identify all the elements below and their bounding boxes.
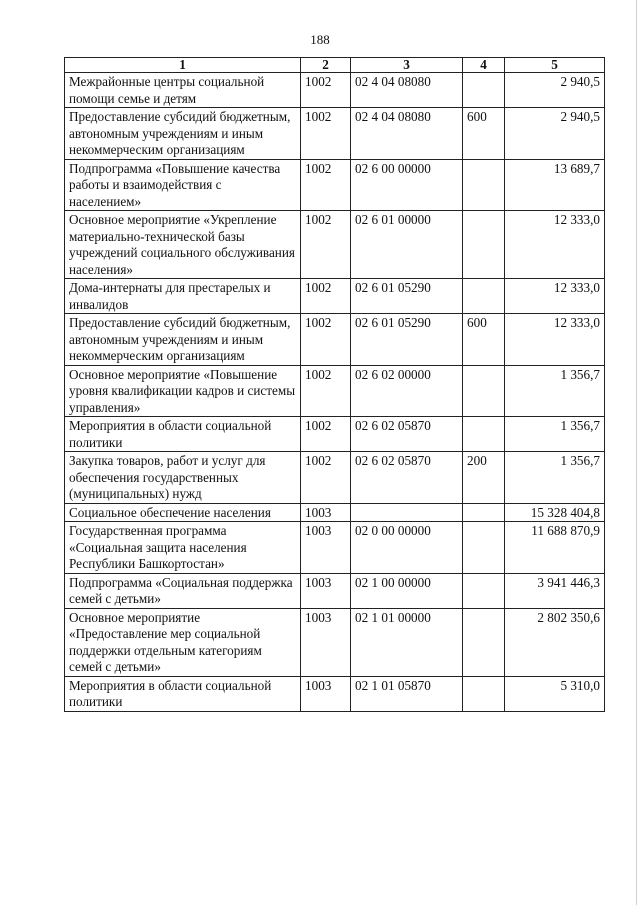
header-col-1: 1 xyxy=(65,58,301,73)
table-body xyxy=(65,73,605,712)
row-expense-type: 600 xyxy=(463,108,505,160)
table-row xyxy=(65,503,605,522)
row-name: Предоставление субсидий бюджетным, автономным учреждениям и иным некоммерческим организациям xyxy=(65,108,301,160)
row-expense-type xyxy=(463,73,505,108)
table-header xyxy=(65,58,605,73)
row-section: 1003 xyxy=(301,608,351,676)
header-col-2: 2 xyxy=(301,58,351,73)
row-target-code: 02 0 00 00000 xyxy=(351,522,463,574)
row-section: 1003 xyxy=(301,573,351,608)
row-expense-type xyxy=(463,417,505,452)
table-row xyxy=(65,417,605,452)
row-expense-type xyxy=(463,608,505,676)
row-target-code: 02 1 01 05870 xyxy=(351,676,463,711)
row-target-code: 02 4 04 08080 xyxy=(351,73,463,108)
row-section: 1002 xyxy=(301,73,351,108)
row-name: Предоставление субсидий бюджетным, автономным учреждениям и иным некоммерческим организациям xyxy=(65,314,301,366)
row-name: Закупка товаров, работ и услуг для обеспечения государственных (муниципальных) нужд xyxy=(65,452,301,504)
row-name: Основное мероприятие «Предоставление мер социальной поддержки отдельным категориям семей с детьми» xyxy=(65,608,301,676)
table-row xyxy=(65,522,605,574)
row-amount: 1 356,7 xyxy=(505,452,605,504)
row-amount: 11 688 870,9 xyxy=(505,522,605,574)
row-name: Мероприятия в области социальной политики xyxy=(65,417,301,452)
row-name: Государственная программа «Социальная защита населения Республики Башкортостан» xyxy=(65,522,301,574)
row-name: Подпрограмма «Социальная поддержка семей с детьми» xyxy=(65,573,301,608)
row-expense-type xyxy=(463,522,505,574)
budget-table xyxy=(64,57,605,712)
row-expense-type: 600 xyxy=(463,314,505,366)
table-row xyxy=(65,676,605,711)
row-section: 1003 xyxy=(301,676,351,711)
table-row xyxy=(65,211,605,279)
row-amount: 2 940,5 xyxy=(505,73,605,108)
row-expense-type xyxy=(463,159,505,211)
header-col-4: 4 xyxy=(463,58,505,73)
table-row xyxy=(65,608,605,676)
row-amount: 12 333,0 xyxy=(505,314,605,366)
row-section: 1002 xyxy=(301,365,351,417)
table-row xyxy=(65,73,605,108)
row-expense-type xyxy=(463,211,505,279)
row-amount: 2 940,5 xyxy=(505,108,605,160)
header-col-3: 3 xyxy=(351,58,463,73)
row-name: Межрайонные центры социальной помощи семье и детям xyxy=(65,73,301,108)
row-expense-type: 200 xyxy=(463,452,505,504)
scan-edge-line xyxy=(636,0,637,905)
header-row xyxy=(65,58,605,73)
row-target-code xyxy=(351,503,463,522)
row-expense-type xyxy=(463,503,505,522)
row-section: 1002 xyxy=(301,314,351,366)
row-name: Подпрограмма «Повышение качества работы и взаимодействия с населением» xyxy=(65,159,301,211)
row-section: 1002 xyxy=(301,108,351,160)
row-target-code: 02 6 01 05290 xyxy=(351,314,463,366)
table-row xyxy=(65,159,605,211)
row-name: Основное мероприятие «Повышение уровня квалификации кадров и системы управления» xyxy=(65,365,301,417)
table-row xyxy=(65,452,605,504)
row-target-code: 02 1 01 00000 xyxy=(351,608,463,676)
row-amount: 12 333,0 xyxy=(505,211,605,279)
row-amount: 5 310,0 xyxy=(505,676,605,711)
table-row xyxy=(65,108,605,160)
row-amount: 13 689,7 xyxy=(505,159,605,211)
table-row xyxy=(65,314,605,366)
row-section: 1003 xyxy=(301,503,351,522)
row-section: 1002 xyxy=(301,159,351,211)
row-name: Мероприятия в области социальной политики xyxy=(65,676,301,711)
row-target-code: 02 4 04 08080 xyxy=(351,108,463,160)
row-amount: 2 802 350,6 xyxy=(505,608,605,676)
row-amount: 3 941 446,3 xyxy=(505,573,605,608)
header-col-5: 5 xyxy=(505,58,605,73)
row-target-code: 02 6 02 05870 xyxy=(351,452,463,504)
row-section: 1003 xyxy=(301,522,351,574)
row-target-code: 02 6 02 00000 xyxy=(351,365,463,417)
table-row xyxy=(65,279,605,314)
row-target-code: 02 6 00 00000 xyxy=(351,159,463,211)
row-expense-type xyxy=(463,279,505,314)
row-amount: 1 356,7 xyxy=(505,417,605,452)
row-name: Дома-интернаты для престарелых и инвалидов xyxy=(65,279,301,314)
row-section: 1002 xyxy=(301,452,351,504)
row-expense-type xyxy=(463,676,505,711)
row-section: 1002 xyxy=(301,417,351,452)
row-amount: 12 333,0 xyxy=(505,279,605,314)
row-section: 1002 xyxy=(301,211,351,279)
row-amount: 15 328 404,8 xyxy=(505,503,605,522)
row-target-code: 02 1 00 00000 xyxy=(351,573,463,608)
page-number: 188 xyxy=(310,32,330,47)
row-name: Основное мероприятие «Укрепление материально-технической базы учреждений социального обслуживания населения» xyxy=(65,211,301,279)
table-row xyxy=(65,573,605,608)
row-target-code: 02 6 01 05290 xyxy=(351,279,463,314)
row-amount: 1 356,7 xyxy=(505,365,605,417)
row-expense-type xyxy=(463,573,505,608)
row-section: 1002 xyxy=(301,279,351,314)
table-row xyxy=(65,365,605,417)
row-target-code: 02 6 01 00000 xyxy=(351,211,463,279)
row-target-code: 02 6 02 05870 xyxy=(351,417,463,452)
row-expense-type xyxy=(463,365,505,417)
row-name: Социальное обеспечение населения xyxy=(65,503,301,522)
